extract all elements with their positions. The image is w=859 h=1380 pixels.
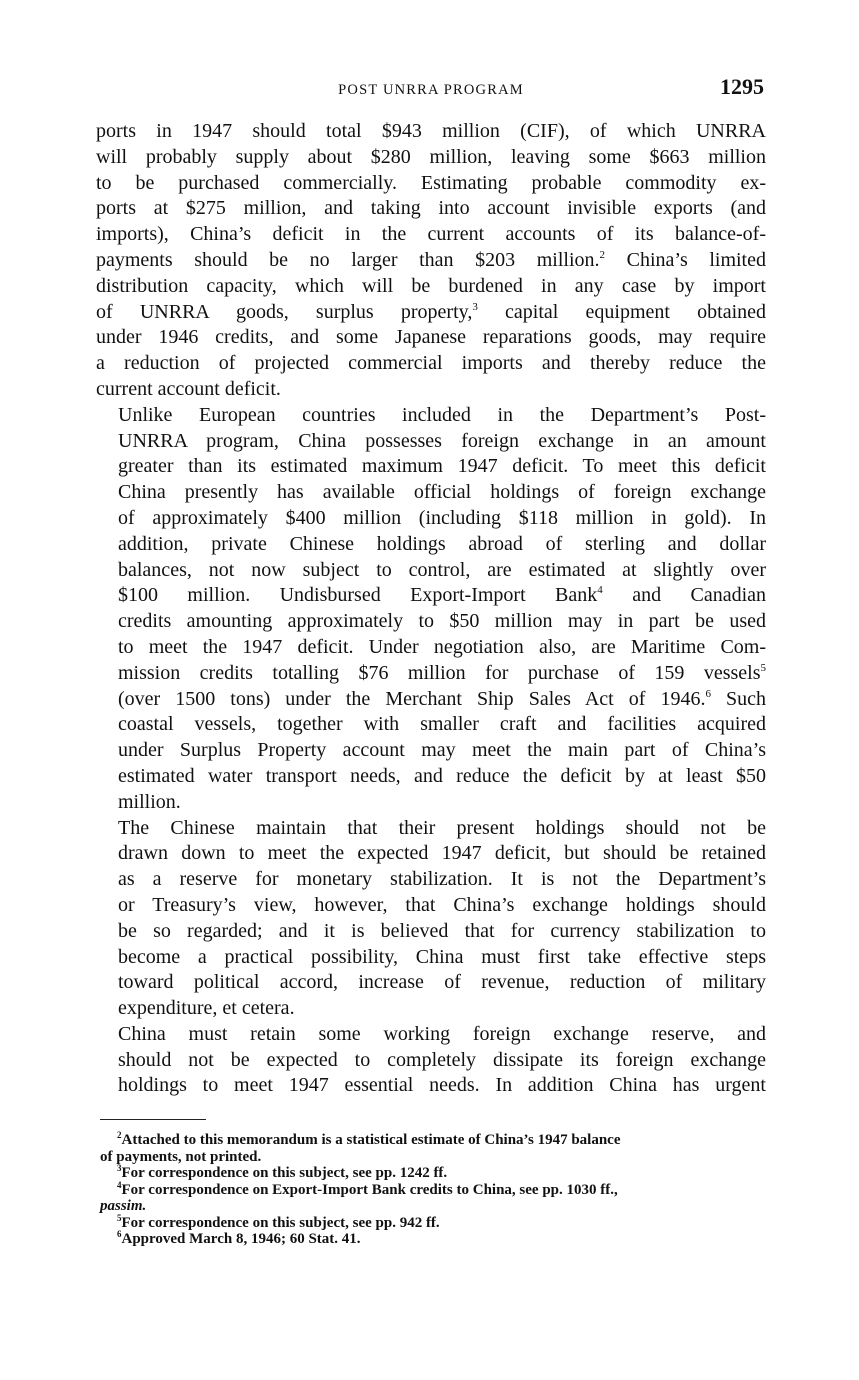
body-text: [96, 119, 766, 1099]
text-line: become a practical possibility, China must first take effective steps: [118, 945, 766, 968]
text-line: credits amounting approximately to $50 million may in part be used: [118, 610, 766, 633]
text-line: addition, private Chinese holdings abroad of sterling and dollar: [118, 532, 766, 555]
text-fragment: (over 1500 tons) under the Merchant Ship Sales Act of 1946.: [118, 687, 706, 710]
text-line: of approximately $400 million (including $118 million in gold). In: [118, 506, 766, 529]
text-line: under 1946 credits, and some Japanese reparations goods, may require: [96, 326, 766, 349]
footnote-2: [100, 1132, 768, 1165]
footnote-line: [100, 1198, 768, 1215]
text-line: holdings to meet 1947 essential needs. In addition China has urgent: [118, 1074, 766, 1097]
text-line: [96, 583, 766, 609]
footnote-line: [100, 1231, 768, 1248]
footnote-text: For correspondence on this subject, see pp. 1242 ff.: [121, 1165, 448, 1181]
text-fragment: China’s limited: [605, 248, 766, 271]
footnote-marker: 3: [117, 1163, 122, 1173]
running-title: POST UNRRA PROGRAM: [338, 82, 524, 98]
footnote-line: [100, 1165, 768, 1182]
paragraph-2: [96, 403, 766, 816]
text-line: China must retain some working foreign exchange reserve, and: [118, 1022, 766, 1045]
footnote-line: [100, 1179, 768, 1199]
text-line: ports in 1947 should total $943 million (CIF), of which UNRRA: [96, 120, 766, 142]
text-line: to meet the 1947 deficit. Under negotiation also, are Maritime Com-: [118, 635, 766, 658]
footnote-italic-text: passim.: [100, 1198, 147, 1214]
text-line: should not be expected to completely dissipate its foreign exchange: [118, 1048, 766, 1071]
text-fragment: Such: [710, 687, 766, 710]
running-head: [96, 74, 766, 106]
footnote-text: For correspondence on this subject, see pp. 942 ff.: [121, 1214, 440, 1231]
footnote-ref-2[interactable]: 2: [599, 248, 606, 261]
text-line: The Chinese maintain that their present holdings should not be: [118, 816, 766, 839]
paragraph-4: [96, 1022, 766, 1099]
footnote-line: [100, 1132, 768, 1149]
footnote-ref-3[interactable]: 3: [472, 300, 478, 313]
footnote-text: For correspondence on Export-Import Bank credits to China, see pp. 1030 ff.,: [121, 1181, 618, 1198]
text-line: distribution capacity, which will be burdened in any case by import: [96, 274, 766, 297]
footnote-line: [100, 1212, 768, 1232]
footnote-3: [100, 1165, 768, 1182]
footnote-ref-6[interactable]: 6: [705, 687, 711, 700]
footnote-marker: 5: [117, 1212, 122, 1223]
footnote-4: [100, 1179, 768, 1215]
text-line: expenditure, et cetera.: [118, 997, 295, 1020]
text-fragment: and Canadian: [602, 584, 766, 607]
text-line: be so regarded; and it is believed that for currency stabilization to: [118, 919, 766, 942]
footnotes: [100, 1132, 768, 1248]
text-fragment: payments should be no larger than $203 million.: [96, 248, 600, 271]
text-line: Unlike European countries included in the Department’s Post-: [118, 403, 766, 426]
footnote-ref-4[interactable]: 4: [597, 584, 603, 597]
text-line: to be purchased commercially. Estimating probable commodity ex-: [96, 171, 766, 194]
text-line: a reduction of projected commercial imports and thereby reduce the: [96, 352, 766, 375]
text-line: coastal vessels, together with smaller craft and facilities acquired: [118, 713, 766, 736]
text-line: under Surplus Property account may meet the main part of China’s: [118, 739, 766, 762]
text-line: China presently has available official holdings of foreign exchange: [118, 481, 766, 504]
text-line: UNRRA program, China possesses foreign exchange in an amount: [118, 429, 766, 452]
text-fragment: mission credits totalling $76 million for purchase of 159 vessels: [118, 661, 761, 684]
text-fragment: capital equipment obtained: [477, 300, 766, 323]
text-fragment: $100 million. Undisbursed Export-Import Bank: [118, 584, 598, 607]
text-line: as a reserve for monetary stabilization. It is not the Department’s: [118, 868, 766, 891]
paragraph-1: [96, 119, 766, 403]
footnote-rule: [100, 1119, 206, 1120]
text-line: [96, 687, 766, 713]
text-line: or Treasury’s view, however, that China’s exchange holdings should: [118, 893, 766, 916]
text-line: [96, 300, 766, 326]
text-line: balances, not now subject to control, are estimated at slightly over: [118, 558, 766, 581]
text-line: drawn down to meet the expected 1947 deficit, but should be retained: [118, 842, 766, 865]
text-line: current account deficit.: [96, 377, 281, 400]
footnote-marker: 2: [117, 1130, 122, 1140]
footnote-6: [100, 1231, 768, 1248]
text-line: imports), China’s deficit in the current accounts of its balance-of-: [96, 223, 766, 246]
footnote-text: Approved March 8, 1946; 60 Stat. 41.: [121, 1231, 361, 1247]
text-line: will probably supply about $280 million, leaving some $663 million: [96, 145, 766, 168]
text-line: million.: [118, 790, 181, 813]
text-fragment: of UNRRA goods, surplus property,: [96, 300, 473, 323]
footnote-marker: 4: [117, 1179, 122, 1190]
text-line: ports at $275 million, and taking into account invisible exports (and: [96, 197, 766, 220]
text-line: [96, 661, 766, 687]
footnote-text: Attached to this memorandum is a statistical estimate of China’s 1947 balance: [121, 1132, 621, 1148]
text-line: [96, 248, 766, 274]
footnote-5: [100, 1212, 768, 1232]
paragraph-3: [96, 816, 766, 1022]
text-line: greater than its estimated maximum 1947 deficit. To meet this deficit: [118, 455, 766, 478]
footnote-line: of payments, not printed.: [100, 1148, 262, 1165]
page-number: 1295: [720, 74, 764, 99]
text-line: estimated water transport needs, and reduce the deficit by at least $50: [118, 764, 766, 787]
text-line: toward political accord, increase of revenue, reduction of military: [118, 971, 766, 994]
footnote-marker: 6: [117, 1229, 122, 1239]
footnote-ref-5[interactable]: 5: [760, 661, 766, 674]
